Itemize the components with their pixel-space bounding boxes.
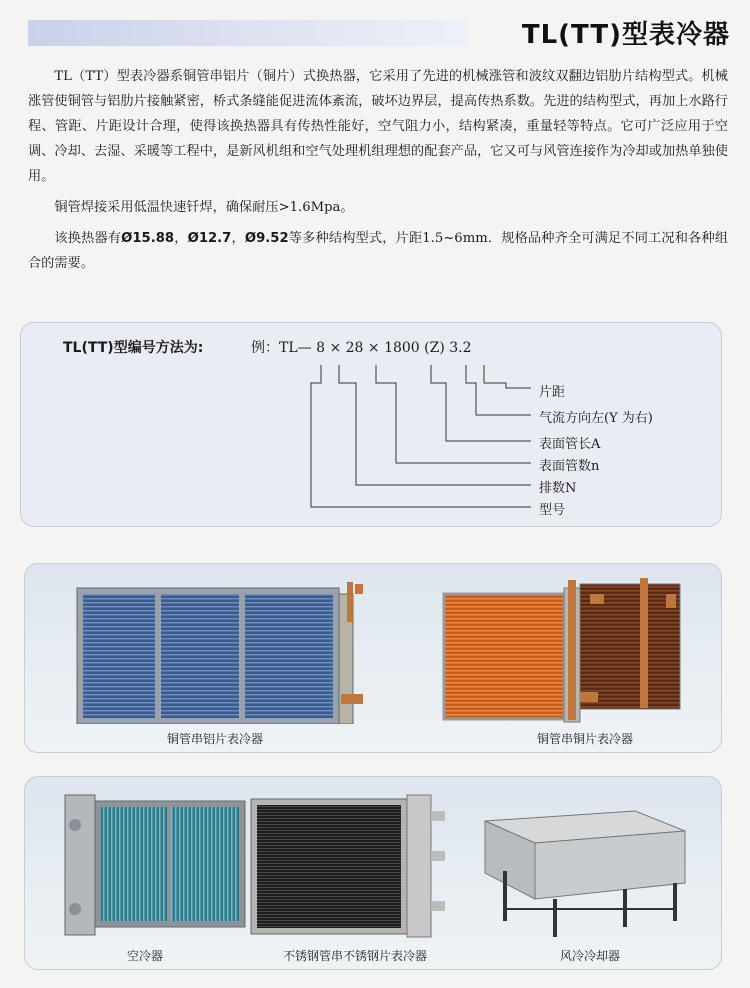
model-code-panel: [20, 322, 722, 527]
copper-tube-aluminum-fin-coil-image: [75, 574, 365, 724]
separator-2: ，: [231, 231, 245, 246]
legend-model: 型号: [539, 503, 566, 518]
stainless-steel-coil-image: [247, 791, 462, 941]
leader-line-length: [431, 365, 531, 441]
intro-paragraph-2: 铜管焊接采用低温快速钎焊，确保耐压>1.6Mpa。: [54, 200, 354, 215]
diameter-2: Ø12.7: [187, 231, 232, 246]
caption-copper-aluminum: 铜管串铝片表冷器: [166, 732, 263, 746]
intro-p3-suffix: 等多种结构型式，片距1.5~6mm．规格品种齐全可满足不同工况和各种组合的需要。: [28, 231, 729, 271]
intro-paragraph-1: TL（TT）型表冷器系铜管串铝片（铜片）式换热器，它采用了先进的机械涨管和波纹双翻边铝肋片结构型式。机械涨管使铜管与铝肋片接触紧密，桥式条缝能促进流体紊流，破坏边界层，提高传热系数。先进的结构型式，再加上水路行程、管距、片距设计合理，使得该换热器具有传热性能好，空气阻力小，结构紧凑，重量轻等特点。它可广泛应用于空调、冷却、去湿、采暖等工程中，是新风机组和空气处理机组理想的配套产品，它又可与风管连接作为冷却或加热单独使用。: [28, 69, 728, 184]
legend-airflow: 气流方向左(Y 为右): [539, 411, 653, 426]
legend-tubes: 表面管数n: [539, 459, 600, 474]
title-bar: [28, 20, 468, 46]
caption-air-cooler: 空冷器: [126, 949, 163, 963]
caption-stainless-steel: 不锈钢管串不锈钢片表冷器: [282, 949, 427, 963]
air-cooler-image: [55, 791, 255, 941]
legend-rows: 排数N: [539, 481, 577, 496]
separator-1: ，: [174, 231, 188, 246]
air-cooled-cooler-image: [475, 791, 705, 941]
page-title: TL(TT)型表冷器: [521, 20, 730, 50]
intro-text: [28, 64, 728, 276]
caption-air-cooled: 风冷冷却器: [559, 949, 620, 963]
diameter-3: Ø9.52: [244, 231, 289, 246]
photo-panel-2: [24, 776, 722, 970]
copper-tube-copper-fin-coil-image: [440, 574, 700, 724]
intro-paragraph-3: [28, 226, 728, 276]
code-title: TL(TT)型编号方法为:: [63, 340, 204, 356]
leader-line-model: [311, 365, 531, 507]
legend-pitch: 片距: [539, 385, 566, 400]
code-example: 例：TL— 8 × 28 × 1800 (Z) 3.2: [251, 340, 472, 356]
diameter-1: Ø15.88: [121, 231, 175, 246]
leader-line-pitch: [484, 365, 531, 388]
photo-panel-1: [24, 563, 722, 753]
intro-p3-prefix: 该换热器有: [54, 231, 122, 246]
caption-copper-copper: 铜管串铜片表冷器: [536, 732, 633, 746]
legend-length: 表面管长A: [539, 437, 601, 452]
leader-line-airflow: [466, 365, 531, 415]
leader-line-tubes: [376, 365, 531, 463]
